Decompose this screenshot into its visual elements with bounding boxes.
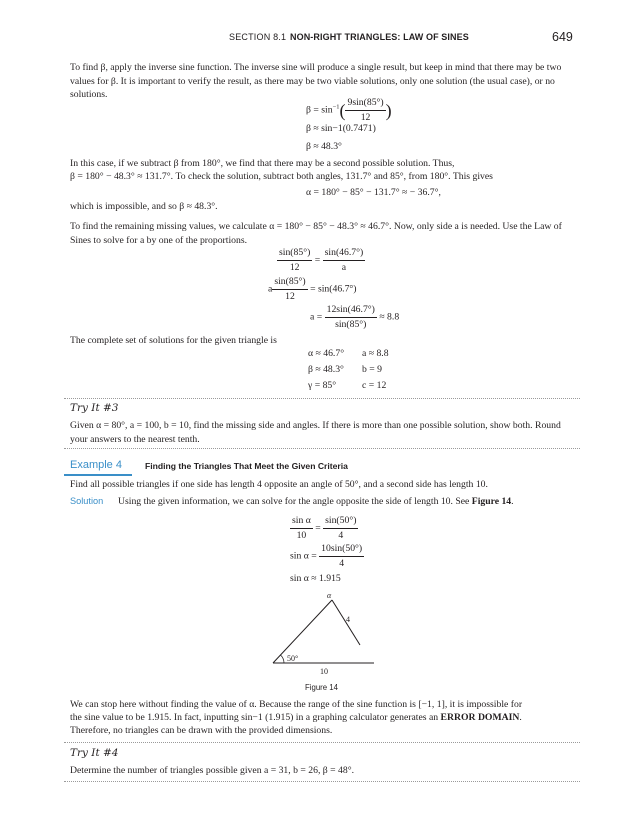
solution-side: a ≈ 8.8 [362,348,389,359]
p2-numerator: sin(85°) [272,276,307,290]
solution-row [308,380,386,392]
solution-angle: β ≈ 48.3° [308,364,344,375]
equation-alpha-check: α = 180° − 85° − 131.7° ≈ − 36.7°, [306,187,441,198]
eq-sup: −1 [332,103,340,111]
solution-side: b = 9 [362,364,382,375]
example-4-label: Example 4 [70,459,122,471]
figure-reference: Figure 14 [471,496,512,507]
e2-denominator: 4 [339,558,345,569]
solution-angle: α ≈ 46.7° [308,348,345,359]
example-equation-2 [290,543,364,570]
p3-rhs: ≈ 8.8 [379,311,400,323]
example-equation-3: sin α ≈ 1.915 [290,573,341,584]
example-equation-1 [290,515,358,542]
running-header [0,30,630,46]
p3-denominator: sin(85°) [335,319,367,330]
solution-text [118,495,578,509]
example-4-problem: Find all possible triangles if one side has length 4 opposite an angle of 50°, and a second side has length 10. [70,479,488,490]
p1-numerator: sin(85°) [277,247,312,261]
section-label: SECTION 8.1 [229,32,287,42]
try-it-4-text: Determine the number of triangles possible given a = 31, b = 26, β = 48°. [70,765,355,776]
second-solution-conclusion: which is impossible, and so β ≈ 48.3°. [70,201,218,212]
proportion-2 [268,276,357,303]
solution-label: Solution [70,496,104,506]
e1-right-numerator: sin(50°) [323,515,358,529]
p2-a: a [268,283,273,295]
proportion-1 [277,247,365,274]
p1-denominator: 12 [289,262,300,273]
solution-text-post: . [511,496,514,507]
error-domain-text: ERROR DOMAIN [440,712,520,723]
conclusion-line3: Therefore, no triangles can be drawn with the provided dimensions. [70,725,333,736]
e1-numerator: sin α [290,515,313,529]
try-it-4-title: Try It #4 [70,747,119,759]
conclusion-line2 [70,711,580,725]
try-it-4-top-rule [64,742,580,743]
eq-denominator: 12 [360,112,371,123]
conclusion-line2-pre: the sine value to be 1.915. In fact, inputting sin−1 (1.915) in a graphing calculator generates an [70,712,441,723]
p1-right-numerator: sin(46.7°) [323,247,366,261]
equation-beta-value: β ≈ 48.3° [306,141,342,152]
solution-text-pre: Using the given information, we can solve for the angle opposite the side of length 10. See [118,496,472,507]
label-side-10: 10 [320,667,328,676]
try-it-3-bottom-rule [64,448,580,449]
figure-14-caption: Figure 14 [305,683,338,692]
eq-lhs: β = sin [306,104,333,116]
eq-numerator: 9sin(85°) [345,97,385,111]
e2-lhs: sin α = [290,550,317,562]
e1-denominator: 10 [296,530,307,541]
try-it-3-title: Try It #3 [70,402,119,414]
conclusion-line2-post: . [519,712,522,723]
try-it-3-top-rule [64,398,580,399]
solution-row [308,364,382,376]
label-angle-50: 50° [287,654,299,663]
example-4-underline [64,474,132,476]
e2-numerator: 10sin(50°) [319,543,364,557]
triangle-side-10 [273,600,332,663]
second-solution-line1: In this case, if we subtract β from 180°, we find that there may be a second possible solution. Thus, [70,158,455,169]
e1-right-denominator: 4 [338,530,344,541]
figure-14-triangle [260,585,390,680]
label-side-4: 4 [346,615,350,624]
label-alpha: α [327,591,332,600]
page-number: 649 [552,30,573,44]
e1-equals: = [315,522,321,534]
proportion-3 [310,304,399,331]
equation-beta-inverse: $\beta = \sin^{-1}$( $\frac{9\sin(85^\circ)}{12}$ ) [306,97,392,123]
p1-equals: = [314,254,321,266]
solution-angle: γ = 85° [308,380,337,391]
section-title: NON-RIGHT TRIANGLES: LAW OF SINES [290,32,469,42]
equation-beta-approx: β ≈ sin−1(0.7471) [306,123,376,134]
p3-lhs: a = [310,311,323,323]
p3-numerator: 12sin(46.7°) [325,304,377,318]
p2-denominator: 12 [285,291,295,302]
solution-side: c = 12 [362,380,387,391]
p1-right-denominator: a [341,262,347,273]
second-solution-line2: β = 180° − 48.3° ≈ 131.7°. To check the solution, subtract both angles, 131.7° and 85°, from 180°. This gives [70,171,493,182]
intro-paragraph: To find β, apply the inverse sine function. The inverse sine will produce a single result, but keep in mind that there may be two values for β. It is important to verify the result, as there may be two viable solutions, only one solution (the usual case), or no solutions. [70,62,562,101]
solutions-intro: The complete set of solutions for the given triangle is [70,335,277,346]
solution-row [308,348,389,360]
try-it-4-bottom-rule [64,781,580,782]
try-it-3-text: Given α = 80°, a = 100, b = 10, find the missing side and angles. If there is more than one possible solution, show both. Round your answers to the nearest tenth. [70,420,561,445]
p2-rhs: = sin(46.7°) [310,283,357,295]
remaining-paragraph: To find the remaining missing values, we calculate α = 180° − 85° − 48.3° ≈ 46.7°. Now, only side a is needed. Use the Law of Sines to solve for a by one of the proportions. [70,221,562,246]
conclusion-line1: We can stop here without finding the value of α. Because the range of the sine function is [−1, 1], it is impossible for [70,699,523,710]
angle-arc [281,655,285,663]
example-4-title: Finding the Triangles That Meet the Given Criteria [145,461,348,471]
